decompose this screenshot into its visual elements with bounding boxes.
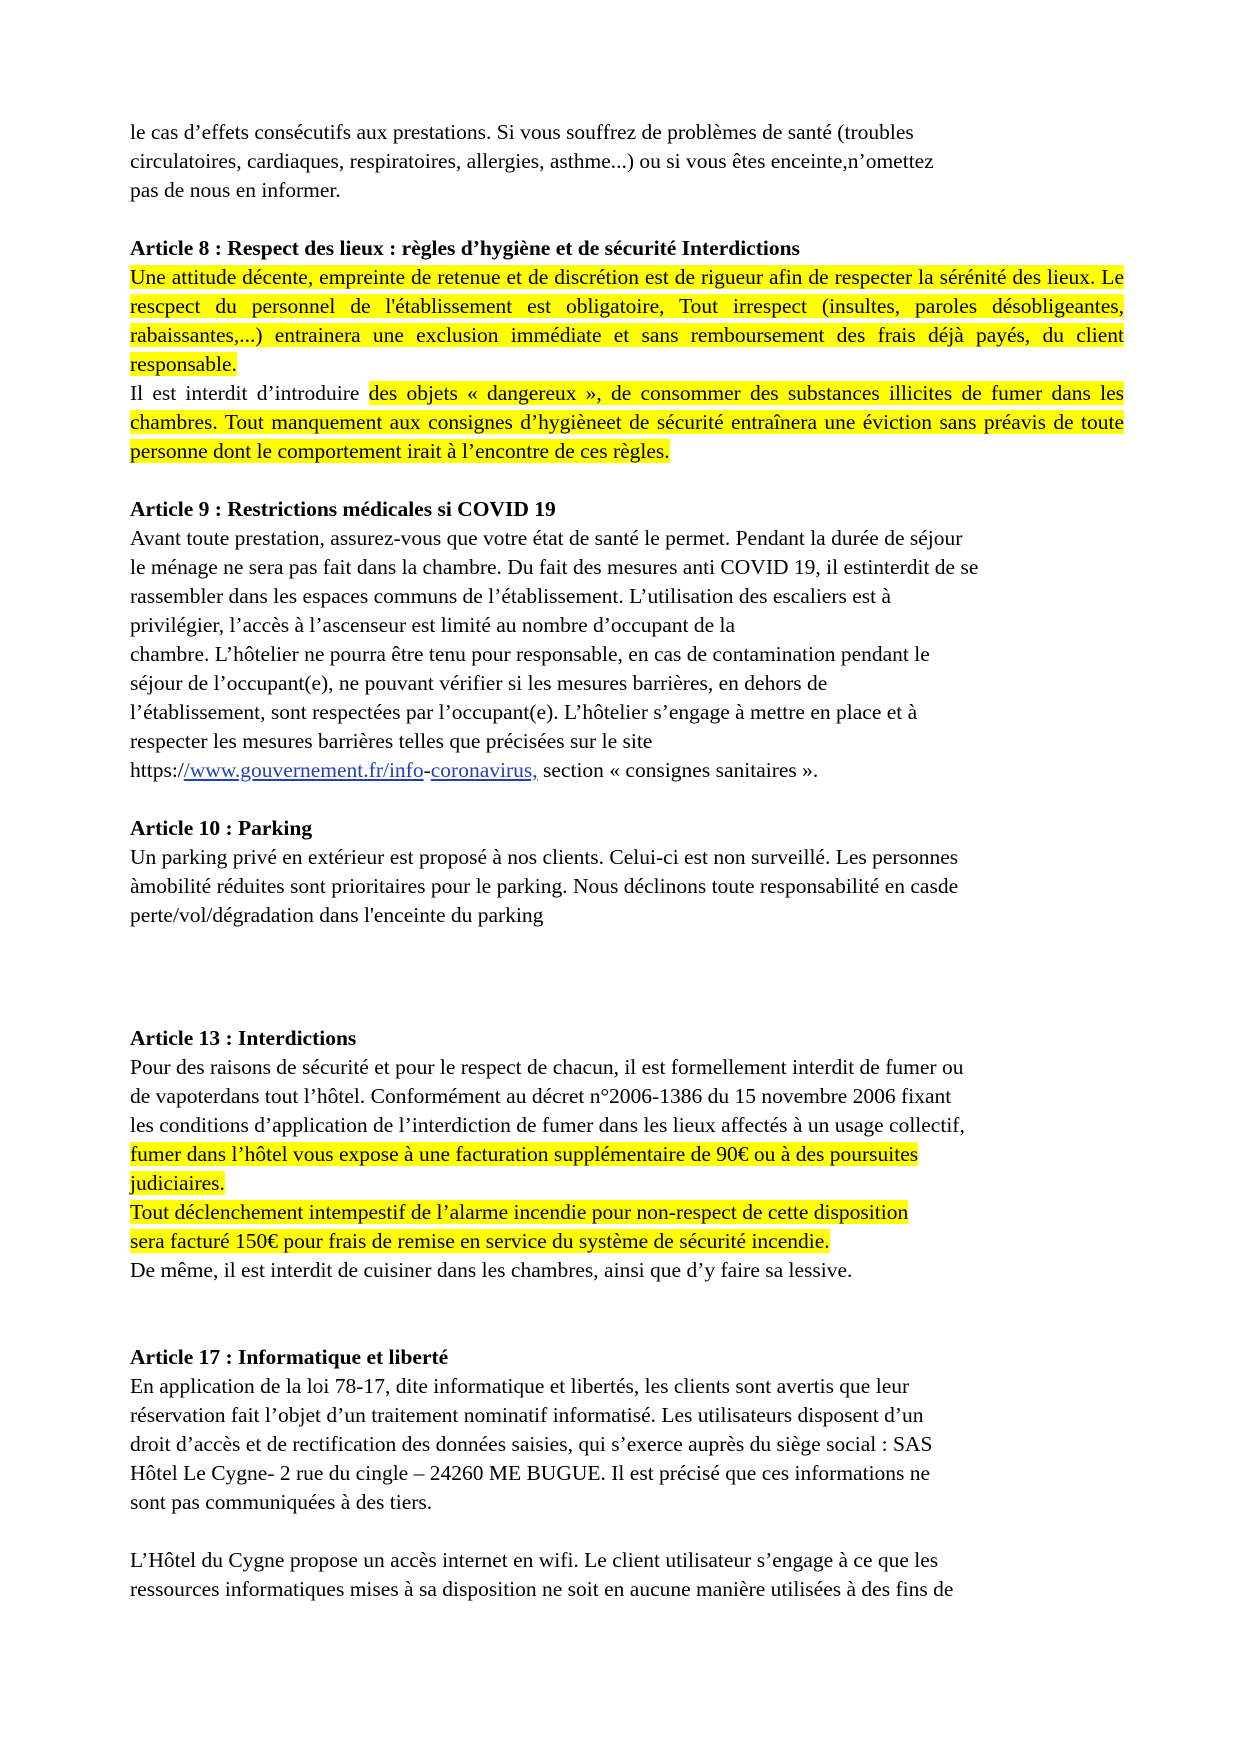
intro-paragraph <box>130 118 1124 205</box>
article-17 <box>130 1343 1124 1604</box>
text-line: L’Hôtel du Cygne propose un accès internet en wifi. Le client utilisateur s’engage à ce que les <box>130 1548 939 1572</box>
highlighted-text: Tout déclenchement intempestif de l’alarme incendie pour non-respect de cette disposition <box>130 1200 909 1224</box>
document-body <box>130 118 1124 1604</box>
url-suffix: section « consignes sanitaires ». <box>537 758 819 782</box>
gouvernement-link[interactable]: /www.gouvernement.fr/info <box>183 758 424 782</box>
text-line: privilégier, l’accès à l’ascenseur est limité au nombre d’occupant de la <box>130 613 736 637</box>
url-prefix: https:/ <box>130 758 184 782</box>
text-line: droit d’accès et de rectification des données saisies, qui s’exerce auprès du siège social : SAS <box>130 1432 933 1456</box>
article-8-paragraph-1 <box>130 263 1124 379</box>
text-line: circulatoires, cardiaques, respiratoires, allergies, asthme...) ou si vous êtes enceinte,n’omettez <box>130 149 934 173</box>
highlighted-line <box>130 1140 1124 1169</box>
article-9 <box>130 495 1124 785</box>
text-line: l’établissement, sont respectées par l’occupant(e). L’hôtelier s’engage à mettre en place et à <box>130 700 918 724</box>
url-line <box>130 756 1124 785</box>
text-line: pas de nous en informer. <box>130 178 341 202</box>
text-line: Pour des raisons de sécurité et pour le respect de chacun, il est formellement interdit de fumer ou <box>130 1055 964 1079</box>
highlighted-text: fumer dans l’hôtel vous expose à une facturation supplémentaire de 90€ ou à des poursuites <box>130 1142 919 1166</box>
text-line: rassembler dans les espaces communs de l’établissement. L’utilisation des escaliers est à <box>130 584 892 608</box>
highlighted-line <box>130 1227 1124 1256</box>
text-line: ressources informatiques mises à sa disposition ne soit en aucune manière utilisées à des fins de <box>130 1577 954 1601</box>
highlighted-text: des objets « dangereux », de consommer des substances illicites de fumer dans les chambres. Tout manquement aux consignes d’hygièneet de sécurité entraînera une éviction sans préavis de toute personne dont le comportement irait à l’encontre de ces règles. <box>130 381 1124 463</box>
text-line: En application de la loi 78-17, dite informatique et libertés, les clients sont avertis que leur <box>130 1374 910 1398</box>
text-line: les conditions d’application de l’interdiction de fumer dans les lieux affectés à un usage collectif, <box>130 1113 965 1137</box>
text-line: Un parking privé en extérieur est proposé à nos clients. Celui-ci est non surveillé. Les personnes <box>130 845 959 869</box>
text-line: Hôtel Le Cygne- 2 rue du cingle – 24260 ME BUGUE. Il est précisé que ces informations ne <box>130 1461 931 1485</box>
text-line: chambre. L’hôtelier ne pourra être tenu pour responsable, en cas de contamination pendant le <box>130 642 930 666</box>
text-line: de vapoterdans tout l’hôtel. Conformément au décret n°2006-1386 du 15 novembre 2006 fixant <box>130 1084 952 1108</box>
plain-text: Il est interdit d’introduire <box>130 381 369 405</box>
article-8-paragraph-2 <box>130 379 1124 466</box>
text-line: respecter les mesures barrières telles que précisées sur le site <box>130 729 653 753</box>
article-9-title: Article 9 : Restrictions médicales si COVID 19 <box>130 497 556 521</box>
article-17-title: Article 17 : Informatique et liberté <box>130 1345 449 1369</box>
highlighted-line <box>130 1169 1124 1198</box>
text-line: De même, il est interdit de cuisiner dans les chambres, ainsi que d’y faire sa lessive. <box>130 1258 853 1282</box>
text-line: perte/vol/dégradation dans l'enceinte du parking <box>130 903 544 927</box>
article-10 <box>130 814 1124 930</box>
text-line: Avant toute prestation, assurez-vous que votre état de santé le permet. Pendant la durée de séjour <box>130 526 963 550</box>
article-8-title: Article 8 : Respect des lieux : règles d’hygiène et de sécurité Interdictions <box>130 236 800 260</box>
article-13-title: Article 13 : Interdictions <box>130 1026 357 1050</box>
coronavirus-link[interactable]: coronavirus, <box>430 758 538 782</box>
text-line: le cas d’effets consécutifs aux prestations. Si vous souffrez de problèmes de santé (troubles <box>130 120 914 144</box>
url-dash: - <box>423 758 431 782</box>
highlighted-text: judiciaires. <box>130 1171 225 1195</box>
highlighted-line <box>130 1198 1124 1227</box>
text-line: sont pas communiquées à des tiers. <box>130 1490 433 1514</box>
article-10-title: Article 10 : Parking <box>130 816 313 840</box>
text-line: àmobilité réduites sont prioritaires pour le parking. Nous déclinons toute responsabilité en casde <box>130 874 959 898</box>
text-line: réservation fait l’objet d’un traitement nominatif informatisé. Les utilisateurs disposent d’un <box>130 1403 924 1427</box>
article-13 <box>130 1024 1124 1285</box>
text-line: séjour de l’occupant(e), ne pouvant vérifier si les mesures barrières, en dehors de <box>130 671 828 695</box>
text-line: le ménage ne sera pas fait dans la chambre. Du fait des mesures anti COVID 19, il estinterdit de se <box>130 555 979 579</box>
article-8 <box>130 234 1124 466</box>
highlighted-text: Une attitude décente, empreinte de retenue et de discrétion est de rigueur afin de respecter la sérénité des lieux. Le rescpect du personnel de l'établissement est obligatoire, Tout irrespect (insultes, paroles désobligeantes, rabaissantes,...) entrainera une exclusion immédiate et sans remboursement des frais déjà payés, du client responsable. <box>130 265 1124 376</box>
highlighted-text: sera facturé 150€ pour frais de remise en service du système de sécurité incendie. <box>130 1229 830 1253</box>
